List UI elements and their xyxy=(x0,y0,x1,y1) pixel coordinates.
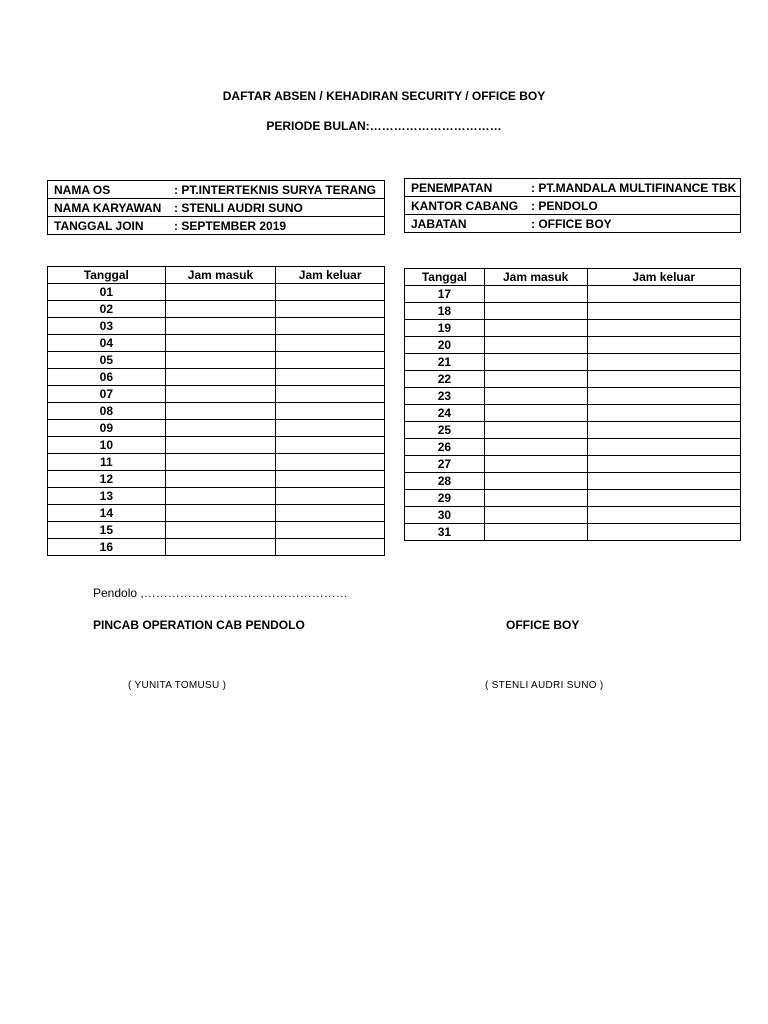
date-cell: 22 xyxy=(405,371,485,388)
info-label: NAMA OS xyxy=(54,182,111,197)
table-row xyxy=(48,386,385,403)
info-value: : OFFICE BOY xyxy=(531,216,612,231)
table-row xyxy=(405,354,741,371)
info-label: TANGGAL JOIN xyxy=(54,218,144,233)
table-row xyxy=(48,369,385,386)
date-cell: 12 xyxy=(48,471,166,488)
jam-masuk-cell xyxy=(165,369,276,386)
table-row xyxy=(405,456,741,473)
period-label: PERIODE BULAN:…………………………… xyxy=(266,119,502,133)
table-row xyxy=(48,301,385,318)
table-row xyxy=(405,439,741,456)
jam-keluar-cell xyxy=(276,403,385,420)
date-cell: 28 xyxy=(405,473,485,490)
date-cell: 06 xyxy=(48,369,166,386)
info-label: KANTOR CABANG xyxy=(411,198,519,213)
jam-keluar-cell xyxy=(276,352,385,369)
jam-keluar-cell xyxy=(587,320,740,337)
table-row xyxy=(48,352,385,369)
info-label: JABATAN xyxy=(411,216,467,231)
date-cell: 02 xyxy=(48,301,166,318)
jam-keluar-cell xyxy=(587,507,740,524)
jam-keluar-cell xyxy=(587,371,740,388)
jam-keluar-cell xyxy=(587,337,740,354)
info-label: PENEMPATAN xyxy=(411,180,493,195)
date-cell: 20 xyxy=(405,337,485,354)
date-cell: 26 xyxy=(405,439,485,456)
info-row-nama-karyawan xyxy=(48,199,385,217)
jam-keluar-cell xyxy=(587,473,740,490)
jam-keluar-cell xyxy=(276,522,385,539)
table-row xyxy=(48,318,385,335)
date-cell: 13 xyxy=(48,488,166,505)
jam-masuk-cell xyxy=(484,286,587,303)
jam-keluar-cell xyxy=(587,354,740,371)
jam-keluar-cell xyxy=(276,437,385,454)
header-tanggal: Tanggal xyxy=(405,269,485,286)
jam-keluar-cell xyxy=(587,388,740,405)
date-cell: 01 xyxy=(48,284,166,301)
attendance-table-right xyxy=(404,268,741,541)
date-cell: 14 xyxy=(48,505,166,522)
table-row xyxy=(48,539,385,556)
jam-keluar-cell xyxy=(587,439,740,456)
jam-keluar-cell xyxy=(587,303,740,320)
date-cell: 05 xyxy=(48,352,166,369)
table-row xyxy=(48,420,385,437)
table-row xyxy=(48,471,385,488)
jam-masuk-cell xyxy=(165,352,276,369)
date-cell: 17 xyxy=(405,286,485,303)
jam-masuk-cell xyxy=(165,471,276,488)
jam-keluar-cell xyxy=(587,405,740,422)
jam-keluar-cell xyxy=(276,471,385,488)
date-cell: 23 xyxy=(405,388,485,405)
table-row xyxy=(48,284,385,301)
jam-masuk-cell xyxy=(165,539,276,556)
info-value: : STENLI AUDRI SUNO xyxy=(174,200,303,215)
date-cell: 11 xyxy=(48,454,166,471)
signatory-left-role: PINCAB OPERATION CAB PENDOLO xyxy=(93,618,305,632)
jam-keluar-cell xyxy=(276,454,385,471)
header-tanggal: Tanggal xyxy=(48,267,166,284)
jam-keluar-cell xyxy=(587,490,740,507)
jam-keluar-cell xyxy=(276,505,385,522)
attendance-table-left xyxy=(47,266,385,556)
table-row xyxy=(48,437,385,454)
table-row xyxy=(405,490,741,507)
info-row-nama-os xyxy=(48,181,385,199)
jam-keluar-cell xyxy=(276,369,385,386)
table-row xyxy=(405,388,741,405)
date-cell: 18 xyxy=(405,303,485,320)
date-cell: 27 xyxy=(405,456,485,473)
header-jam-keluar: Jam keluar xyxy=(276,267,385,284)
jam-masuk-cell xyxy=(484,320,587,337)
info-row-kantor-cabang xyxy=(405,197,741,215)
table-row xyxy=(405,422,741,439)
jam-masuk-cell xyxy=(165,454,276,471)
jam-keluar-cell xyxy=(276,301,385,318)
date-cell: 30 xyxy=(405,507,485,524)
jam-keluar-cell xyxy=(587,456,740,473)
jam-masuk-cell xyxy=(165,335,276,352)
info-value: : PENDOLO xyxy=(531,198,598,213)
date-cell: 03 xyxy=(48,318,166,335)
date-cell: 04 xyxy=(48,335,166,352)
jam-masuk-cell xyxy=(484,422,587,439)
jam-keluar-cell xyxy=(276,420,385,437)
jam-masuk-cell xyxy=(484,337,587,354)
jam-masuk-cell xyxy=(484,354,587,371)
date-cell: 24 xyxy=(405,405,485,422)
date-cell: 29 xyxy=(405,490,485,507)
info-value: : PT.INTERTEKNIS SURYA TERANG xyxy=(174,182,377,197)
document-title: DAFTAR ABSEN / KEHADIRAN SECURITY / OFFICE BOY xyxy=(222,89,546,103)
date-cell: 10 xyxy=(48,437,166,454)
jam-keluar-cell xyxy=(276,539,385,556)
signatory-right-name: ( STENLI AUDRI SUNO ) xyxy=(485,680,604,691)
jam-masuk-cell xyxy=(165,403,276,420)
jam-masuk-cell xyxy=(165,488,276,505)
jam-masuk-cell xyxy=(165,437,276,454)
jam-masuk-cell xyxy=(165,505,276,522)
jam-masuk-cell xyxy=(484,371,587,388)
date-cell: 16 xyxy=(48,539,166,556)
table-header-row xyxy=(48,267,385,284)
table-row xyxy=(48,488,385,505)
jam-masuk-cell xyxy=(484,439,587,456)
jam-masuk-cell xyxy=(484,473,587,490)
info-row-jabatan xyxy=(405,215,741,233)
header-jam-keluar: Jam keluar xyxy=(587,269,740,286)
table-row xyxy=(405,320,741,337)
table-row xyxy=(48,522,385,539)
jam-masuk-cell xyxy=(484,303,587,320)
info-row-penempatan xyxy=(405,179,741,197)
header-jam-masuk: Jam masuk xyxy=(165,267,276,284)
header-jam-masuk: Jam masuk xyxy=(484,269,587,286)
table-row xyxy=(405,371,741,388)
jam-keluar-cell xyxy=(276,284,385,301)
table-header-row xyxy=(405,269,741,286)
date-cell: 08 xyxy=(48,403,166,420)
table-row xyxy=(405,473,741,490)
jam-masuk-cell xyxy=(484,456,587,473)
date-cell: 21 xyxy=(405,354,485,371)
table-row xyxy=(48,335,385,352)
table-row xyxy=(405,303,741,320)
jam-masuk-cell xyxy=(484,524,587,541)
jam-keluar-cell xyxy=(587,286,740,303)
date-cell: 09 xyxy=(48,420,166,437)
date-cell: 15 xyxy=(48,522,166,539)
employee-info-table xyxy=(47,180,385,235)
jam-masuk-cell xyxy=(165,284,276,301)
info-label: NAMA KARYAWAN xyxy=(54,200,162,215)
place-date-line: Pendolo ,…………………………………………… xyxy=(93,586,348,600)
info-value: : PT.MANDALA MULTIFINANCE TBK xyxy=(531,180,737,195)
jam-masuk-cell xyxy=(484,507,587,524)
jam-masuk-cell xyxy=(484,388,587,405)
jam-masuk-cell xyxy=(165,420,276,437)
table-row xyxy=(48,454,385,471)
jam-keluar-cell xyxy=(276,318,385,335)
jam-keluar-cell xyxy=(276,386,385,403)
jam-masuk-cell xyxy=(165,386,276,403)
table-row xyxy=(405,524,741,541)
jam-keluar-cell xyxy=(587,524,740,541)
date-cell: 19 xyxy=(405,320,485,337)
date-cell: 25 xyxy=(405,422,485,439)
jam-keluar-cell xyxy=(276,488,385,505)
table-row xyxy=(405,286,741,303)
jam-keluar-cell xyxy=(587,422,740,439)
date-cell: 07 xyxy=(48,386,166,403)
jam-masuk-cell xyxy=(484,405,587,422)
placement-info-table xyxy=(404,178,741,233)
table-row xyxy=(48,505,385,522)
table-row xyxy=(48,403,385,420)
date-cell: 31 xyxy=(405,524,485,541)
jam-masuk-cell xyxy=(165,318,276,335)
jam-masuk-cell xyxy=(165,522,276,539)
info-row-tanggal-join xyxy=(48,217,385,235)
table-row xyxy=(405,405,741,422)
jam-masuk-cell xyxy=(165,301,276,318)
jam-keluar-cell xyxy=(276,335,385,352)
info-value: : SEPTEMBER 2019 xyxy=(174,218,287,233)
table-row xyxy=(405,337,741,354)
table-row xyxy=(405,507,741,524)
signatory-left-name: ( YUNITA TOMUSU ) xyxy=(128,680,227,691)
jam-masuk-cell xyxy=(484,490,587,507)
signatory-right-role: OFFICE BOY xyxy=(506,618,580,632)
